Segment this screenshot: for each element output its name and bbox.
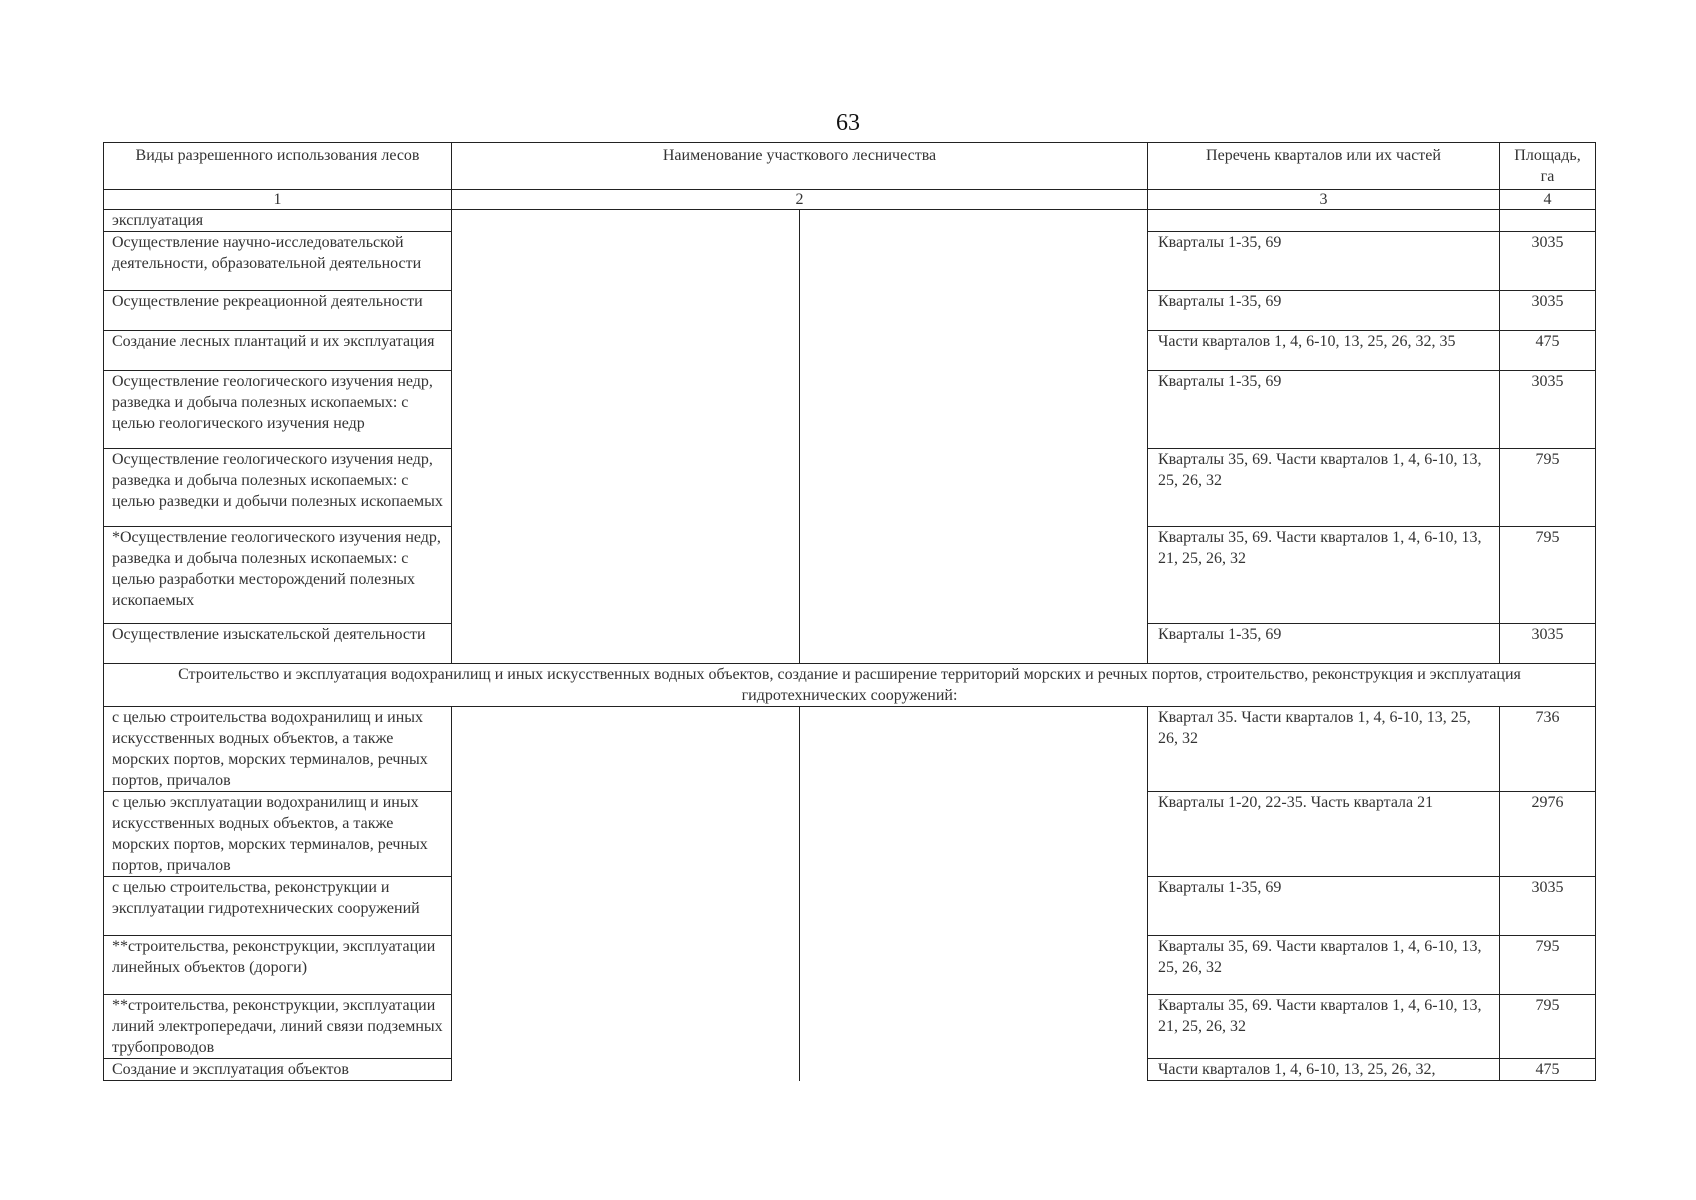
cell-quarters: Кварталы 1-20, 22-35. Часть квартала 21	[1148, 792, 1500, 877]
header-forestry-name: Наименование участкового лесничества	[452, 143, 1148, 190]
column-number: 4	[1500, 190, 1596, 210]
page-number: 63	[836, 110, 860, 136]
cell-use-type: Осуществление научно-исследовательской деятельности, образовательной деятельности	[104, 232, 452, 291]
cell-use-type: с целью строительства водохранилищ и иных искусственных водных объектов, а также морских портов, морских терминалов, речных портов, причалов	[104, 707, 452, 792]
cell-forestry	[452, 210, 1148, 232]
column-number: 2	[452, 190, 1148, 210]
table-row	[104, 232, 1596, 291]
table-body	[104, 143, 1596, 1081]
cell-quarters: Части кварталов 1, 4, 6-10, 13, 25, 26, 32,	[1148, 1059, 1500, 1081]
cell-use-type: **строительства, реконструкции, эксплуатации линейных объектов (дороги)	[104, 936, 452, 995]
table-row	[104, 1059, 1596, 1081]
cell-quarters: Кварталы 1-35, 69	[1148, 624, 1500, 664]
table-row	[104, 707, 1596, 792]
column-divider	[799, 707, 800, 792]
cell-forestry	[452, 877, 1148, 936]
column-divider	[799, 1059, 800, 1081]
table-row	[104, 371, 1596, 449]
cell-forestry	[452, 1059, 1148, 1081]
column-divider	[799, 877, 800, 936]
cell-area: 3035	[1500, 232, 1596, 291]
cell-area: 795	[1500, 936, 1596, 995]
cell-quarters: Кварталы 1-35, 69	[1148, 291, 1500, 331]
cell-area: 736	[1500, 707, 1596, 792]
cell-use-type: Осуществление изыскательской деятельности	[104, 624, 452, 664]
cell-area: 3035	[1500, 291, 1596, 331]
cell-forestry	[452, 707, 1148, 792]
column-number: 1	[104, 190, 452, 210]
table-row	[104, 331, 1596, 371]
column-divider	[799, 792, 800, 877]
cell-forestry	[452, 291, 1148, 331]
header-area: Площадь, га	[1500, 143, 1596, 190]
cell-area	[1500, 210, 1596, 232]
cell-forestry	[452, 527, 1148, 624]
cell-forestry	[452, 995, 1148, 1059]
cell-use-type: Создание лесных плантаций и их эксплуатация	[104, 331, 452, 371]
cell-quarters: Кварталы 35, 69. Части кварталов 1, 4, 6-10, 13, 21, 25, 26, 32	[1148, 995, 1500, 1059]
column-divider	[799, 449, 800, 527]
table-row	[104, 210, 1596, 232]
table-row	[104, 624, 1596, 664]
cell-use-type: эксплуатация	[104, 210, 452, 232]
header-use-type: Виды разрешенного использования лесов	[104, 143, 452, 190]
section-heading: Строительство и эксплуатация водохранилищ и иных искусственных водных объектов, создание и расширение территорий морских и речных портов, строительство, реконструкция и эксплуатация гидротехнических сооружений:	[104, 664, 1596, 707]
column-divider	[799, 995, 800, 1059]
cell-area: 3035	[1500, 371, 1596, 449]
cell-quarters	[1148, 210, 1500, 232]
column-divider	[799, 527, 800, 624]
cell-forestry	[452, 449, 1148, 527]
cell-use-type: с целью эксплуатации водохранилищ и иных искусственных водных объектов, а также морских портов, морских терминалов, речных портов, причалов	[104, 792, 452, 877]
table-row	[104, 936, 1596, 995]
column-divider	[799, 210, 800, 232]
cell-area: 795	[1500, 995, 1596, 1059]
table-row	[104, 877, 1596, 936]
cell-use-type: Создание и эксплуатация объектов	[104, 1059, 452, 1081]
cell-area: 475	[1500, 331, 1596, 371]
forest-use-table	[103, 142, 1596, 1081]
cell-quarters: Кварталы 35, 69. Части кварталов 1, 4, 6-10, 13, 25, 26, 32	[1148, 449, 1500, 527]
cell-area: 3035	[1500, 624, 1596, 664]
table-row	[104, 792, 1596, 877]
column-divider	[799, 291, 800, 331]
cell-forestry	[452, 331, 1148, 371]
column-divider	[799, 331, 800, 371]
cell-area: 2976	[1500, 792, 1596, 877]
table-row	[104, 527, 1596, 624]
table-row	[104, 291, 1596, 331]
cell-quarters: Части кварталов 1, 4, 6-10, 13, 25, 26, 32, 35	[1148, 331, 1500, 371]
column-divider	[799, 624, 800, 664]
cell-forestry	[452, 624, 1148, 664]
cell-use-type: Осуществление геологического изучения недр, разведка и добыча полезных ископаемых: с целью разведки и добычи полезных ископаемых	[104, 449, 452, 527]
column-divider	[799, 232, 800, 291]
cell-area: 795	[1500, 527, 1596, 624]
table-row	[104, 995, 1596, 1059]
column-number: 3	[1148, 190, 1500, 210]
cell-use-type: *Осуществление геологического изучения недр, разведка и добыча полезных ископаемых: с целью разработки месторождений полезных ископаемых	[104, 527, 452, 624]
column-number-row	[104, 190, 1596, 210]
cell-use-type: Осуществление рекреационной деятельности	[104, 291, 452, 331]
cell-area: 475	[1500, 1059, 1596, 1081]
cell-use-type: с целью строительства, реконструкции и эксплуатации гидротехнических сооружений	[104, 877, 452, 936]
cell-forestry	[452, 371, 1148, 449]
cell-use-type: **строительства, реконструкции, эксплуатации линий электропередачи, линий связи подземных трубопроводов	[104, 995, 452, 1059]
cell-use-type: Осуществление геологического изучения недр, разведка и добыча полезных ископаемых: с целью геологического изучения недр	[104, 371, 452, 449]
column-divider	[799, 936, 800, 995]
header-row	[104, 143, 1596, 190]
cell-quarters: Кварталы 35, 69. Части кварталов 1, 4, 6-10, 13, 21, 25, 26, 32	[1148, 527, 1500, 624]
cell-forestry	[452, 936, 1148, 995]
cell-forestry	[452, 792, 1148, 877]
section-heading-row	[104, 664, 1596, 707]
cell-area: 3035	[1500, 877, 1596, 936]
header-quarters: Перечень кварталов или их частей	[1148, 143, 1500, 190]
column-divider	[799, 371, 800, 449]
cell-quarters: Квартал 35. Части кварталов 1, 4, 6-10, 13, 25, 26, 32	[1148, 707, 1500, 792]
table-row	[104, 449, 1596, 527]
cell-forestry	[452, 232, 1148, 291]
cell-area: 795	[1500, 449, 1596, 527]
cell-quarters: Кварталы 1-35, 69	[1148, 371, 1500, 449]
cell-quarters: Кварталы 1-35, 69	[1148, 232, 1500, 291]
cell-quarters: Кварталы 1-35, 69	[1148, 877, 1500, 936]
cell-quarters: Кварталы 35, 69. Части кварталов 1, 4, 6-10, 13, 25, 26, 32	[1148, 936, 1500, 995]
